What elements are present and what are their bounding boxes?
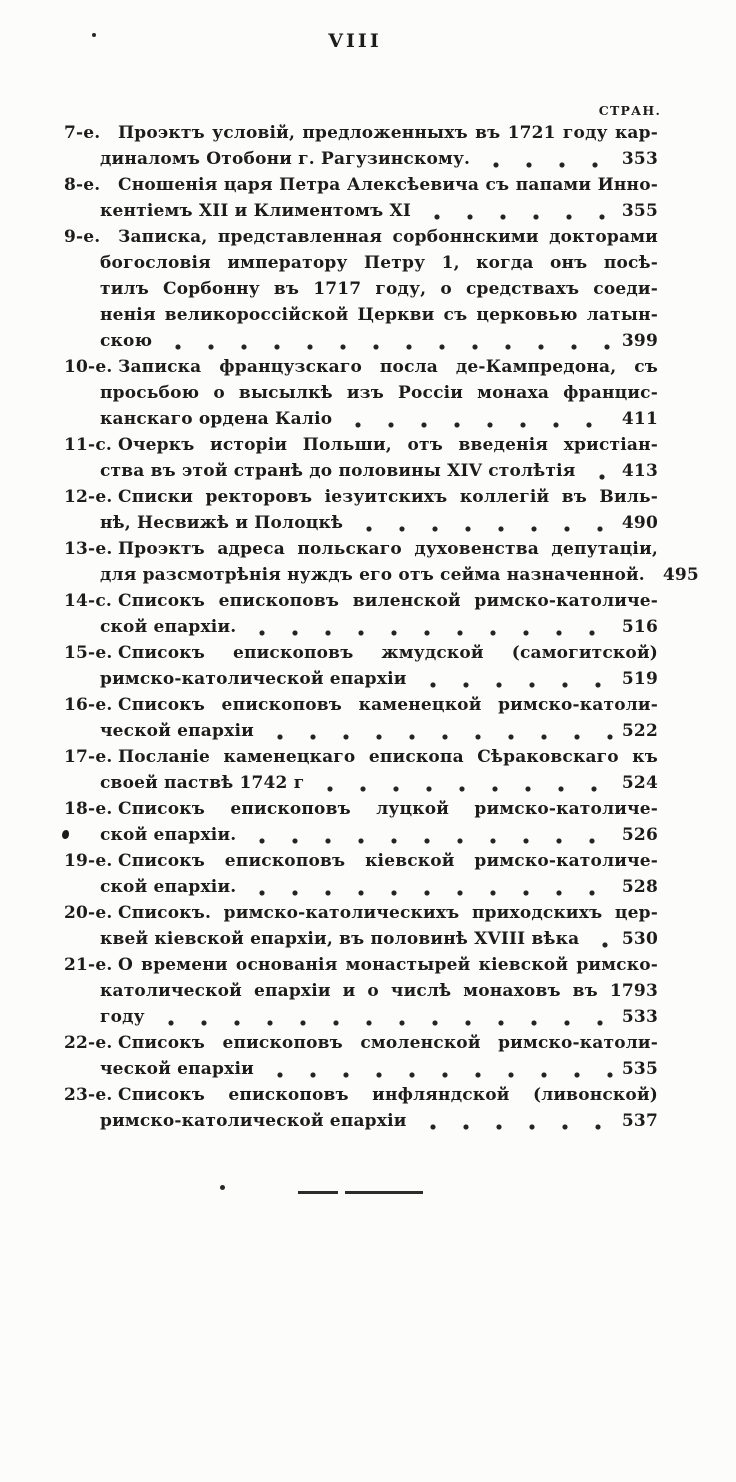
entry-line: квей кіевской епархіи, въ половинѣ XVIII вѣка	[100, 929, 580, 949]
entry-last-line	[100, 874, 658, 900]
entry-number: 8-е.	[64, 175, 101, 195]
entry-last-line	[100, 666, 658, 692]
dot-leader	[417, 666, 614, 692]
entry-line: ства въ этой странѣ до половины XIV столѣтія	[100, 461, 576, 481]
entry-number: 14-с.	[64, 591, 112, 611]
entry-body	[100, 796, 658, 848]
dot-leader	[246, 822, 614, 848]
entry-line: Проэктъ адреса польскаго духовенства депутаціи,	[118, 539, 658, 559]
entry-body	[100, 120, 658, 172]
entry-page-number: 355	[621, 201, 658, 221]
entry-line: Списокъ епископовъ каменецкой римско-католи-	[118, 695, 658, 715]
dot-leader	[162, 328, 614, 354]
entry-line: кентіемъ XII и Климентомъ XI	[100, 201, 412, 221]
toc-entry	[64, 588, 658, 640]
entry-line: канскаго ордена Каліо	[100, 409, 333, 429]
entry-page-number: 411	[621, 409, 658, 429]
entry-body	[100, 952, 658, 1030]
entry-page-number: 535	[621, 1059, 658, 1079]
entry-last-line	[100, 406, 658, 432]
toc-entry	[64, 692, 658, 744]
toc-entry	[64, 354, 658, 432]
entry-line: своей паствѣ 1742 г	[100, 773, 305, 793]
toc-entry	[64, 432, 658, 484]
entry-page-number: 353	[621, 149, 658, 169]
entry-line: О времени основанія монастырей кіевской римско-	[118, 955, 658, 975]
entry-line: году	[100, 1007, 145, 1027]
entry-page-number: 528	[621, 877, 658, 897]
entry-number: 12-е.	[64, 487, 113, 507]
entry-number: 17-е.	[64, 747, 113, 767]
toc-entry	[64, 1030, 658, 1082]
entry-line: Списокъ епископовъ смоленской римско-католи-	[118, 1033, 658, 1053]
dot-leader	[480, 146, 614, 172]
entry-number: 22-е.	[64, 1033, 113, 1053]
toc-entry	[64, 120, 658, 172]
entry-last-line	[100, 614, 658, 640]
entry-line: ческой епархіи	[100, 721, 254, 741]
entry-body	[100, 172, 658, 224]
entry-line: ской епархіи.	[100, 825, 237, 845]
entry-line: скою	[100, 331, 153, 351]
dot-leader	[589, 926, 614, 952]
ink-speck	[92, 33, 96, 37]
entry-line: для разсмотрѣнія нуждъ его отъ сейма назначенной.	[100, 565, 645, 585]
entry-number: 13-е.	[64, 539, 113, 559]
entry-body	[100, 848, 658, 900]
entry-number: 23-е.	[64, 1085, 113, 1105]
entry-last-line	[100, 926, 658, 952]
page-number-roman: VIII	[328, 30, 382, 52]
entry-last-line	[100, 1004, 658, 1030]
toc-entry	[64, 1082, 658, 1134]
toc-entry	[64, 484, 658, 536]
dot-leader	[155, 1004, 614, 1030]
entry-line: просьбою о высылкѣ изъ Россіи монаха францис-	[100, 383, 658, 403]
entry-body	[100, 354, 658, 432]
entry-line: римско-католической епархіи	[100, 1111, 407, 1131]
entry-line: Посланіе каменецкаго епископа Сѣраковскаго къ	[118, 747, 658, 767]
dot-leader	[417, 1108, 614, 1134]
entry-body	[100, 900, 658, 952]
dot-leader	[246, 874, 614, 900]
entry-last-line	[100, 458, 658, 484]
entry-body	[100, 484, 658, 536]
entry-line: Сношенія царя Петра Алексѣевича съ папами Инно-	[118, 175, 658, 195]
entry-line: ненія великороссійской Церкви съ церковью латын-	[100, 305, 658, 325]
entry-number: 11-с.	[64, 435, 112, 455]
entry-page-number: 533	[621, 1007, 658, 1027]
pages-column-header: СТРАН.	[598, 103, 661, 118]
entry-line: Записка, представленная сорбоннскими докторами	[118, 227, 658, 247]
dot-leader	[342, 406, 614, 432]
entry-line: Списокъ епископовъ виленской римско-католиче-	[118, 591, 658, 611]
entry-number: 15-е.	[64, 643, 113, 663]
entry-last-line	[100, 1108, 658, 1134]
entry-last-line	[100, 510, 658, 536]
entry-last-line	[100, 718, 658, 744]
entry-last-line	[100, 146, 658, 172]
entry-last-line	[100, 770, 658, 796]
entry-last-line	[100, 328, 658, 354]
entry-number: 19-е.	[64, 851, 113, 871]
entry-number: 10-е.	[64, 357, 113, 377]
entry-page-number: 490	[621, 513, 658, 533]
entry-page-number: 516	[621, 617, 658, 637]
entry-line: Списокъ епископовъ жмудской (самогитской)	[118, 643, 658, 663]
toc-entry	[64, 224, 658, 354]
toc-entry	[64, 744, 658, 796]
entry-line: ской епархіи.	[100, 617, 237, 637]
dot-leader	[264, 1056, 614, 1082]
entry-line: Списки ректоровъ іезуитскихъ коллегій въ Виль-	[118, 487, 658, 507]
entry-body	[100, 536, 699, 588]
ink-mark	[62, 830, 69, 839]
toc-entry	[64, 848, 658, 900]
entry-page-number: 413	[621, 461, 658, 481]
entry-page-number: 522	[621, 721, 658, 741]
dot-leader	[314, 770, 614, 796]
toc-entry	[64, 796, 658, 848]
entry-line: Списокъ епископовъ луцкой римско-католиче-	[118, 799, 658, 819]
dot-leader	[353, 510, 614, 536]
entry-body	[100, 692, 658, 744]
entry-line: нѣ, Несвижѣ и Полоцкѣ	[100, 513, 344, 533]
entry-body	[100, 1082, 658, 1134]
entry-body	[100, 224, 658, 354]
entry-body	[100, 588, 658, 640]
entry-body	[100, 640, 658, 692]
entry-body	[100, 744, 658, 796]
entry-page-number: 399	[621, 331, 658, 351]
entry-page-number: 524	[621, 773, 658, 793]
entry-line: Списокъ епископовъ кіевской римско-католиче-	[118, 851, 658, 871]
toc-entry	[64, 172, 658, 224]
entry-page-number: 530	[621, 929, 658, 949]
entry-page-number: 519	[621, 669, 658, 689]
entry-line: Записка французскаго посла де-Кампредона, съ	[118, 357, 658, 377]
toc-entry	[64, 952, 658, 1030]
entry-page-number: 526	[621, 825, 658, 845]
entry-last-line	[100, 822, 658, 848]
entry-body	[100, 432, 658, 484]
entry-line: богословія императору Петру 1, когда онъ посѣ-	[100, 253, 658, 273]
dot-leader	[586, 458, 614, 484]
entry-line: Списокъ епископовъ инфляндской (ливонской)	[118, 1085, 658, 1105]
entry-number: 18-е.	[64, 799, 113, 819]
end-rule-segment	[298, 1191, 338, 1194]
entry-number: 21-е.	[64, 955, 113, 975]
entry-line: римско-католической епархіи	[100, 669, 407, 689]
entry-number: 7-е.	[64, 123, 101, 143]
entry-line: католической епархіи и о числѣ монаховъ въ 1793	[100, 981, 658, 1001]
entry-line: Списокъ. римско-католическихъ приходскихъ цер-	[118, 903, 658, 923]
end-rule	[298, 1191, 428, 1210]
ink-speck	[220, 1185, 225, 1190]
end-rule-segment	[345, 1191, 423, 1194]
entry-page-number: 495	[662, 565, 699, 585]
entry-line: Очеркъ исторіи Польши, отъ введенія христіан-	[118, 435, 658, 455]
entry-line: диналомъ Отобони г. Рагузинскому.	[100, 149, 471, 169]
entry-page-number: 537	[621, 1111, 658, 1131]
entry-line: ческой епархіи	[100, 1059, 254, 1079]
dot-leader	[246, 614, 614, 640]
entry-number: 20-е.	[64, 903, 113, 923]
entry-number: 9-е.	[64, 227, 101, 247]
toc-entry	[64, 640, 658, 692]
entry-line: ской епархіи.	[100, 877, 237, 897]
entry-body	[100, 1030, 658, 1082]
dot-leader	[421, 198, 614, 224]
table-of-contents	[64, 120, 699, 1134]
entry-last-line	[100, 1056, 658, 1082]
toc-entry	[64, 536, 699, 588]
entry-last-line	[100, 198, 658, 224]
dot-leader	[264, 718, 614, 744]
entry-number: 16-е.	[64, 695, 113, 715]
entry-line: тилъ Сорбонну въ 1717 году, о средствахъ соеди-	[100, 279, 658, 299]
entry-last-line	[100, 562, 699, 588]
toc-entry	[64, 900, 658, 952]
entry-line: Проэктъ условій, предложенныхъ въ 1721 году кар-	[118, 123, 658, 143]
